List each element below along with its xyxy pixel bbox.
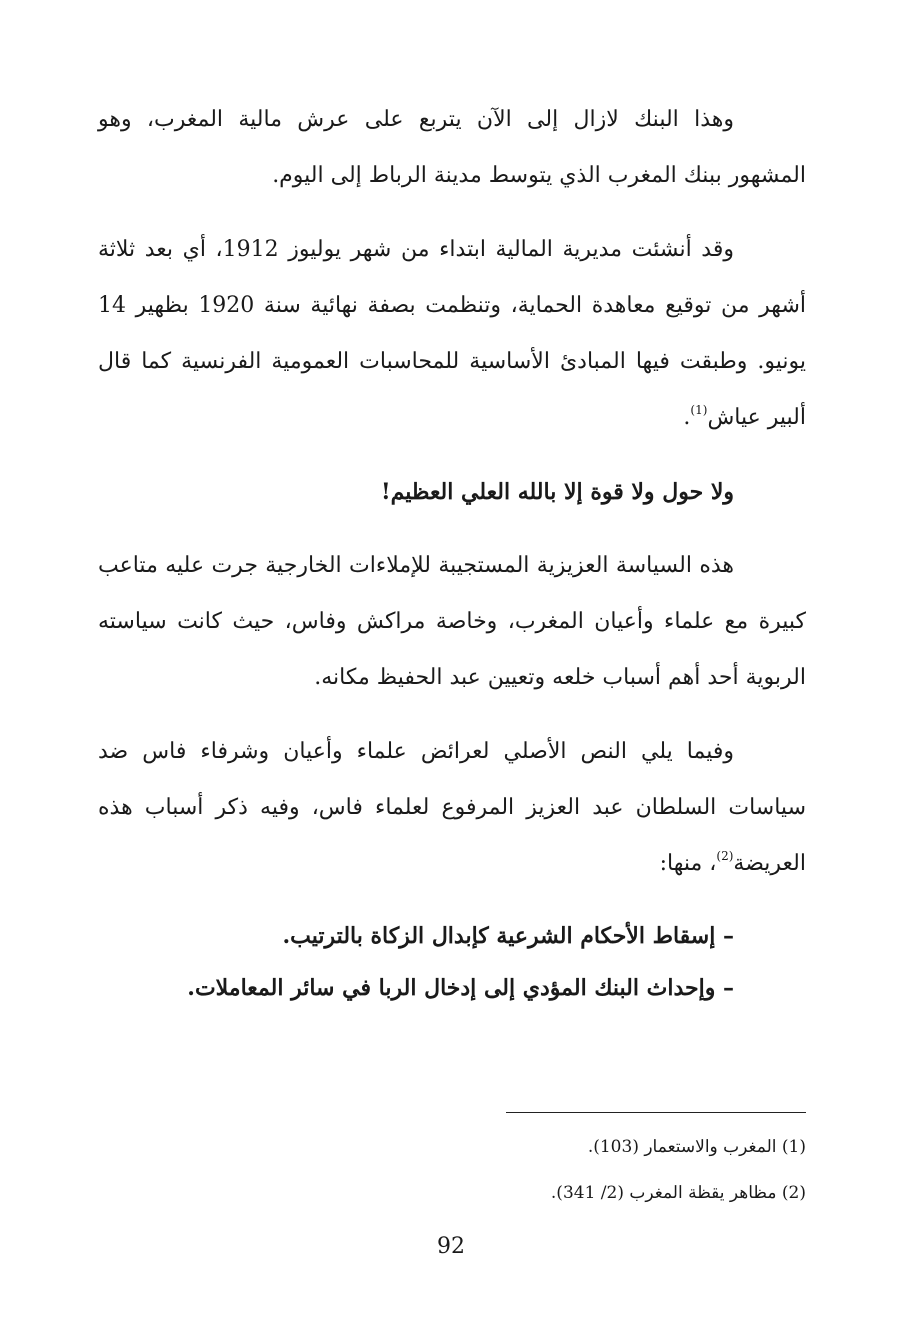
page-number: 92 xyxy=(437,1234,465,1259)
paragraph-text: وقد أنشئت مديرية المالية ابتداء من شهر يوليوز 1912، أي بعد ثلاثة أشهر من توقيع معاهدة الحماية، وتنظمت بصفة نهائية سنة 1920 بظهير 14 يونيو. وطبقت فيها المبادئ الأساسية للمحاسبات العمومية الفرنسية كما قال ألبير عياش xyxy=(98,237,807,430)
petition-reasons-list xyxy=(98,910,806,1014)
paragraph-text: وفيما يلي النص الأصلي لعرائض علماء وأعيان وشرفاء فاس ضد سياسات السلطان عبد العزيز المرفوع لعلماء فاس، وفيه ذكر أسباب هذه العريضة xyxy=(98,739,806,876)
paragraph-aziziya-policy xyxy=(98,538,806,706)
paragraph-punctuation: . xyxy=(683,405,691,430)
list-item: – وإحداث البنك المؤدي إلى إدخال الربا في سائر المعاملات. xyxy=(187,975,734,1001)
paragraph-text: هذه السياسة العزيزية المستجيبة للإملاءات الخارجية جرت عليه متاعب كبيرة مع علماء وأعيان المغرب، وخاصة مراكش وفاس، حيث كانت سياسته الربوية أحد أهم أسباب خلعه وتعيين عبد الحفيظ مكانه. xyxy=(98,553,806,690)
paragraph-exclamation xyxy=(98,464,806,520)
footnotes xyxy=(98,1124,806,1216)
paragraph-finance-directorate xyxy=(98,222,806,446)
paragraph-text: وهذا البنك لازال إلى الآن يتربع على عرش مالية المغرب، وهو المشهور ببنك المغرب الذي يتوسط مدينة الرباط إلى اليوم. xyxy=(98,107,806,188)
paragraph-punctuation: ، منها: xyxy=(659,851,717,876)
footnote-divider xyxy=(506,1112,806,1113)
footnote-reference-2[interactable]: (2) xyxy=(716,849,734,863)
footnote-reference-1[interactable]: (1) xyxy=(690,403,708,417)
footnote-1: (1) المغرب والاستعمار (103). xyxy=(587,1137,806,1157)
paragraph-petition-intro xyxy=(98,724,806,892)
paragraph-bank-of-morocco xyxy=(98,92,806,204)
paragraph-text: ولا حول ولا قوة إلا بالله العلي العظيم! xyxy=(380,479,734,505)
footnote-2: (2) مظاهر يقظة المغرب (2/ 341). xyxy=(550,1183,806,1203)
main-text xyxy=(98,92,806,1014)
list-item: – إسقاط الأحكام الشرعية كإبدال الزكاة بالترتيب. xyxy=(282,923,734,949)
